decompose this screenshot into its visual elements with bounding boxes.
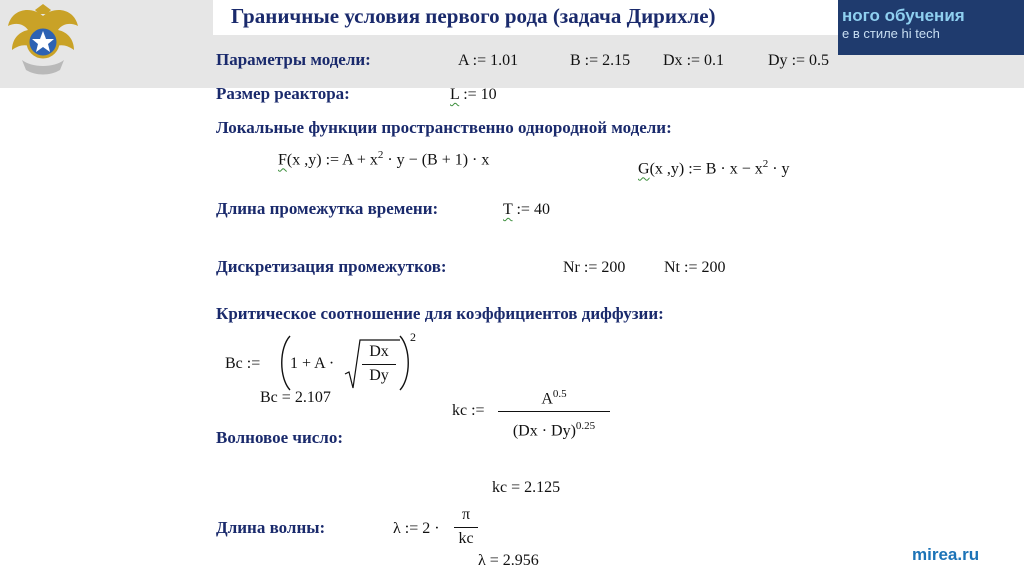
- reactor-heading: Размер реактора:: [216, 84, 350, 103]
- function-G: G(x ,y) := $B \cdot x - x^2 \cdot y$: [638, 158, 790, 178]
- bc-frac-num: Dx: [369, 343, 389, 360]
- bc-lhs: Bc :=: [225, 355, 261, 372]
- local-funcs-heading: Локальные функции пространственно однородной модели:: [216, 118, 672, 137]
- param-Dy: Dy := 0.5: [768, 52, 830, 69]
- time-heading: Длина промежутка времени:: [216, 199, 439, 218]
- lambda-lhs: λ := 2 ·: [393, 520, 440, 537]
- eagle-emblem-icon: [2, 2, 84, 84]
- param-Dx: Dx := 0.1: [663, 52, 725, 69]
- site-link[interactable]: mirea.ru: [912, 545, 980, 564]
- slide-title: Граничные условия первого рода (задача Дирихле): [231, 4, 716, 28]
- kc-numerator: $A^{0.5}$: [541, 388, 567, 408]
- emblem-logo: [2, 2, 84, 89]
- bc-exponent: 2: [410, 330, 416, 344]
- param-A: A := 1.01: [458, 52, 519, 69]
- reactor-L: L := 10: [450, 86, 497, 103]
- bc-frac-line: [362, 364, 396, 365]
- discretization-heading: Дискретизация промежутков:: [216, 257, 447, 276]
- bc-result: Bc = 2.107: [260, 389, 331, 406]
- banner-text-1: ного обучения: [842, 6, 965, 25]
- lambda-frac-line: [454, 527, 478, 528]
- bc-inner: 1 + A ·: [290, 355, 335, 372]
- param-B: B := 2.15: [570, 52, 631, 69]
- lambda-frac-den: kc: [458, 530, 474, 547]
- critical-heading: Критическое соотношение для коэффициентов диффузии:: [216, 304, 664, 323]
- discretization-Nr: Nr := 200: [563, 259, 626, 276]
- discretization-Nt: Nt := 200: [664, 259, 726, 276]
- kc-result: kc = 2.125: [492, 479, 561, 496]
- bc-frac-den: Dy: [369, 367, 389, 384]
- params-heading: Параметры модели:: [216, 50, 371, 69]
- function-F: F(x ,y) := $A + x^2 \cdot y - (B + 1) \cdot x$: [278, 149, 490, 169]
- lambda-result: λ = 2.956: [478, 552, 539, 569]
- banner-text-2: е в стиле hi tech: [842, 26, 940, 41]
- kc-denominator: $(Dx \cdot Dy)^{0.25}$: [512, 420, 596, 440]
- lambda-frac-num: π: [461, 506, 471, 523]
- time-T: T := 40: [503, 201, 550, 218]
- kc-frac-line: [498, 411, 610, 412]
- kc-lhs: kc :=: [452, 402, 485, 419]
- wave-number-heading: Волновое число:: [216, 428, 344, 447]
- wavelength-heading: Длина волны:: [216, 518, 326, 537]
